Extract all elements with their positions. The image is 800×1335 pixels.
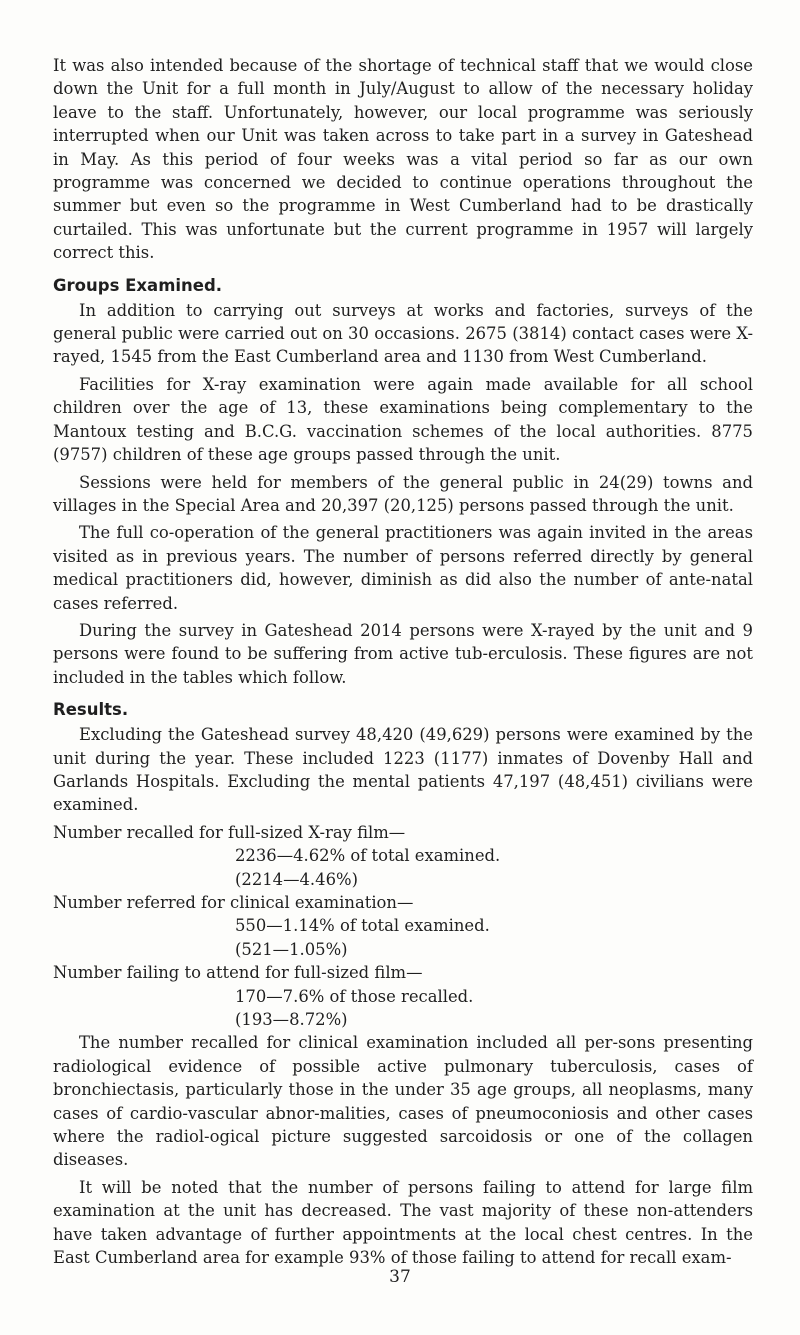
groups-paragraph-2: Facilities for X-ray examination were again made available for all school children over the age of 13, these examinations being complementary to the Mantoux testing and B.C.G. vaccination schemes of the local authorities. 8775 (9757) children of these age groups passed through the unit. bbox=[53, 374, 753, 465]
results-heading: Results. bbox=[53, 700, 129, 720]
groups-paragraph-1: In addition to carrying out surveys at works and factories, surveys of the general public were carried out on 30 occasions. 2675 (3814) contact cases were X-rayed, 1545 from the East Cumberland area and 1130 from West Cumberland. bbox=[53, 300, 753, 367]
groups-paragraph-4: The full co-operation of the general practitioners was again invited in the areas visited as in previous years. The number of persons referred directly by general medical practitioners did, however, diminish as did also the number of ante-natal cases referred. bbox=[53, 523, 753, 613]
stat-block-failing bbox=[53, 961, 753, 1031]
stat-value: 550—1.14% of total examined. bbox=[235, 916, 490, 936]
results-paragraph-1: Excluding the Gateshead survey 48,420 (49,629) persons were examined by the unit during the year. These included 1223 (1177) inmates of Dovenby Hall and Garlands Hospitals. Excluding the mental patients 47,197 (48,451) civilians were examined. bbox=[53, 725, 753, 815]
stat-previous: (521—1.05%) bbox=[235, 939, 348, 959]
stat-value: 170—7.6% of those recalled. bbox=[235, 986, 474, 1006]
stat-value: 2236—4.62% of total examined. bbox=[235, 846, 501, 866]
stat-label: Number recalled for full-sized X-ray film— bbox=[53, 822, 406, 842]
document-body bbox=[53, 54, 753, 1270]
groups-heading: Groups Examined. bbox=[53, 275, 223, 295]
results-paragraph-2: The number recalled for clinical examination included all per-sons presenting radiological evidence of possible active pulmonary tuberculosis, cases of bronchiectasis, particularly those in the under 35 age groups, all neoplasms, many cases of cardio-vascular abnor-malities, cases of pneumoconiosis and other cases where the radiol-ogical picture suggested sarcoidosis or one of the collagen diseases. bbox=[53, 1033, 753, 1170]
results-paragraph-3: It will be noted that the number of persons failing to attend for large film examination at the unit has decreased. The vast majority of these non-attenders have taken advantage of further appointments at the local chest centres. In the East Cumberland area for example 93% of those failing to attend for recall exam- bbox=[53, 1177, 753, 1268]
stat-label: Number referred for clinical examination— bbox=[53, 893, 414, 912]
stat-block-recalled bbox=[53, 821, 753, 891]
page-number: 37 bbox=[389, 1267, 411, 1287]
stat-previous: (2214—4.46%) bbox=[235, 869, 358, 889]
stat-block-referred bbox=[53, 891, 753, 961]
stat-previous: (193—8.72%) bbox=[235, 1010, 348, 1030]
intro-paragraph: It was also intended because of the shortage of technical staff that we would close down the Unit for a full month in July/August to allow of the necessary holiday leave to the staff. Unfortunately, however, our local programme was seriously interrupted when our Unit was taken across to take part in a survey in Gateshead in May. As this period of four weeks was a vital period so far as our own programme was concerned we decided to continue operations throughout the summer but even so the programme in West Cumberland had to be drastically curtailed. This was unfortunate but the current programme in 1957 will largely correct this. bbox=[53, 56, 753, 263]
groups-paragraph-5: During the survey in Gateshead 2014 persons were X-rayed by the unit and 9 persons were found to be suffering from active tub-erculosis. These figures are not included in the tables which follow. bbox=[53, 620, 753, 687]
stat-label: Number failing to attend for full-sized film— bbox=[53, 963, 423, 983]
groups-paragraph-3: Sessions were held for members of the general public in 24(29) towns and villages in the Special Area and 20,397 (20,125) persons passed through the unit. bbox=[53, 472, 753, 515]
